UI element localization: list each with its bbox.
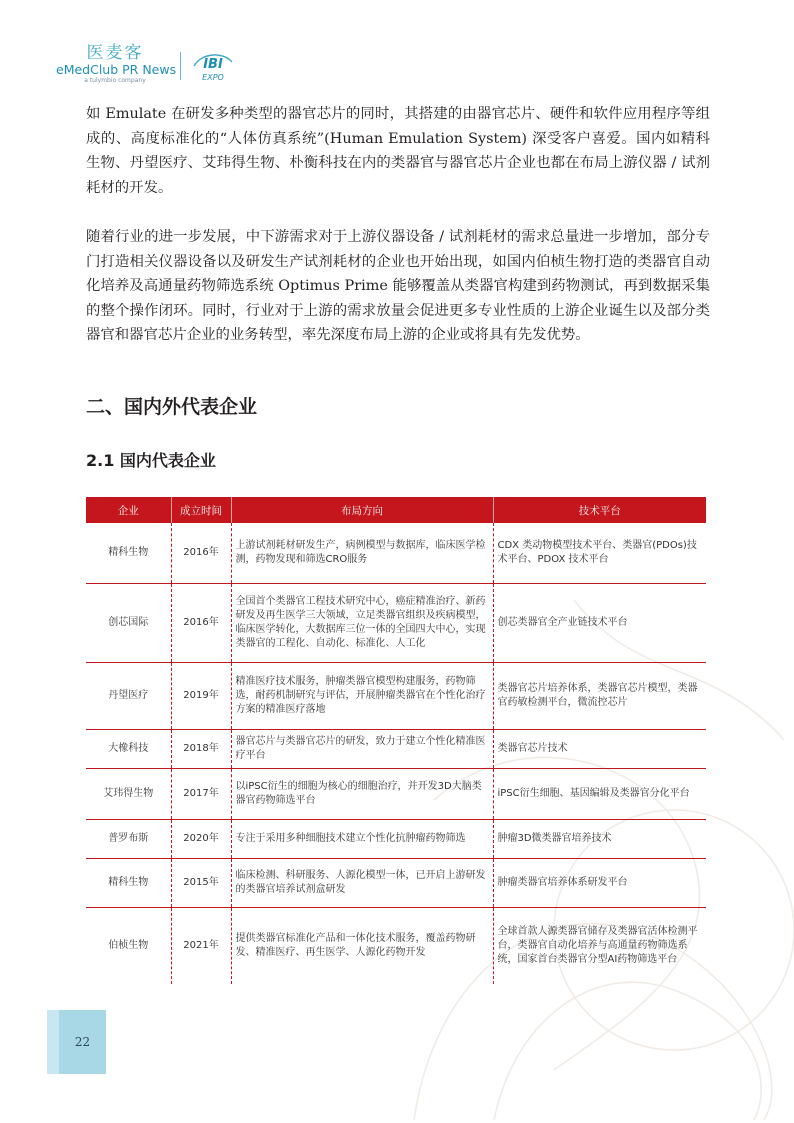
- cell-founded: 2021年: [171, 908, 231, 985]
- cell-platform: 全球首款人源类器官储存及类器官活体检测平台，类器官自动化培养与高通量药物筛选系统，国家首台类器官分型AI药物筛选平台: [493, 908, 706, 985]
- table-row: [86, 523, 706, 584]
- cell-company: 精科生物: [86, 523, 171, 584]
- expo-text: EXPO: [202, 73, 224, 82]
- ibi-text: IBI: [203, 57, 223, 72]
- page-number-box: [47, 1010, 106, 1074]
- cell-company: 丹望医疗: [86, 663, 171, 730]
- cell-direction: 上游试剂耗材研发生产，病例模型与数据库，临床医学检测，药物发现和筛选CRO服务: [231, 523, 493, 584]
- cell-founded: 2015年: [171, 859, 231, 908]
- page-number: 22: [74, 1035, 91, 1049]
- cell-company: 普罗布斯: [86, 820, 171, 859]
- table-row: [86, 769, 706, 820]
- cell-platform: 类器官芯片技术: [493, 730, 706, 769]
- table-row: [86, 820, 706, 859]
- cell-platform: 创芯类器官全产业链技术平台: [493, 584, 706, 663]
- logo-divider: [180, 52, 181, 80]
- emedclub-logo: [56, 43, 177, 85]
- cell-platform: 肿瘤类器官培养体系研发平台: [493, 859, 706, 908]
- logo-english-name: eMedClub PR News: [56, 62, 177, 77]
- ibi-expo-logo: [190, 50, 236, 84]
- header-platform: 技术平台: [493, 497, 706, 523]
- cell-platform: iPSC衍生细胞、基因编辑及类器官分化平台: [493, 769, 706, 820]
- cell-founded: 2017年: [171, 769, 231, 820]
- page-number-tab: [59, 1010, 106, 1074]
- cell-direction: 以iPSC衍生的细胞为核心的细胞治疗，并开发3D大脑类器官药物筛选平台: [231, 769, 493, 820]
- cell-founded: 2020年: [171, 820, 231, 859]
- logo-subtitle: a tulymbio company: [84, 77, 146, 84]
- subsection-title: 2.1 国内代表企业: [86, 451, 216, 470]
- table-row: [86, 730, 706, 769]
- table-row: [86, 859, 706, 908]
- table-row: [86, 908, 706, 985]
- cell-direction: 提供类器官标准化产品和一体化技术服务，覆盖药物研发、精准医疗、再生医学、人源化药物开发: [231, 908, 493, 985]
- cell-direction: 专注于采用多种细胞技术建立个性化抗肿瘤药物筛选: [231, 820, 493, 859]
- cell-platform: 类器官芯片培养体系，类器官芯片模型，类器官药敏检测平台，微流控芯片: [493, 663, 706, 730]
- cell-direction: 全国首个类器官工程技术研究中心，癌症精准治疗、新药研发及再生医学三大领域，立足类器官组织及疾病模型，临床医学转化，大数据库三位一体的全国四大中心，实现类器官的工程化、自动化、标准化、人工化: [231, 584, 493, 663]
- cell-company: 伯桢生物: [108, 940, 149, 951]
- header-company: 企业: [86, 497, 171, 523]
- cell-company: 艾玮得生物: [86, 769, 171, 820]
- cell-company: 创芯国际: [86, 584, 171, 663]
- cell-company: 精科生物: [86, 859, 171, 908]
- cell-founded: 2016年: [171, 523, 231, 584]
- cell-direction: 器官芯片与类器官芯片的研发，致力于建立个性化精准医疗平台: [231, 730, 493, 769]
- cell-founded: 2019年: [171, 663, 231, 730]
- table-row: [86, 584, 706, 663]
- table-header-row: [86, 497, 706, 523]
- header-founded: 成立时间: [171, 497, 231, 523]
- table-row: [86, 663, 706, 730]
- cell-platform: CDX 类动物模型技术平台、类器官(PDOs)技术平台、PDOX 技术平台: [493, 523, 706, 584]
- cell-founded: 2016年: [171, 584, 231, 663]
- cell-direction: 临床检测、科研服务、人源化模型一体，已开启上游研发的类器官培养试剂盒研发: [231, 859, 493, 908]
- paragraph-1: 如 Emulate 在研发多种类型的器官芯片的同时，其搭建的由器官芯片、硬件和软件应用程序等组成的、高度标准化的“人体仿真系统”(Human Emulation System) 深受客户喜爱。国内如精科生物、丹望医疗、艾玮得生物、朴衡科技在内的类器官与器官芯片企业也都在布局上游仪器 / 试剂耗材的开发。: [86, 106, 710, 196]
- company-table: [86, 497, 706, 984]
- cell-direction: 精准医疗技术服务，肿瘤类器官模型构建服务，药物筛选，耐药机制研究与评估，开展肿瘤类器官在个性化治疗方案的精准医疗落地: [231, 663, 493, 730]
- logo-chinese-name: 医麦客: [86, 43, 144, 63]
- header-direction: 布局方向: [231, 497, 493, 523]
- cell-platform: 肿瘤3D微类器官培养技术: [493, 820, 706, 859]
- paragraph-2: 随着行业的进一步发展，中下游需求对于上游仪器设备 / 试剂耗材的需求总量进一步增加，部分专门打造相关仪器设备以及研发生产试剂耗材的企业也开始出现，如国内伯桢生物打造的类器官自动化培养及高通量药物筛选系统 Optimus Prime 能够覆盖从类器官构建到药物测试，再到数据采集的整个操作闭环。同时，行业对于上游的需求放量会促进更多专业性质的上游企业诞生以及部分类器官和器官芯片企业的业务转型，率先深度布局上游的企业或将具有先发优势。: [86, 229, 710, 343]
- cell-company: 大橡科技: [86, 730, 171, 769]
- cell-founded: 2018年: [171, 730, 231, 769]
- section-title: 二、国内外代表企业: [86, 396, 258, 418]
